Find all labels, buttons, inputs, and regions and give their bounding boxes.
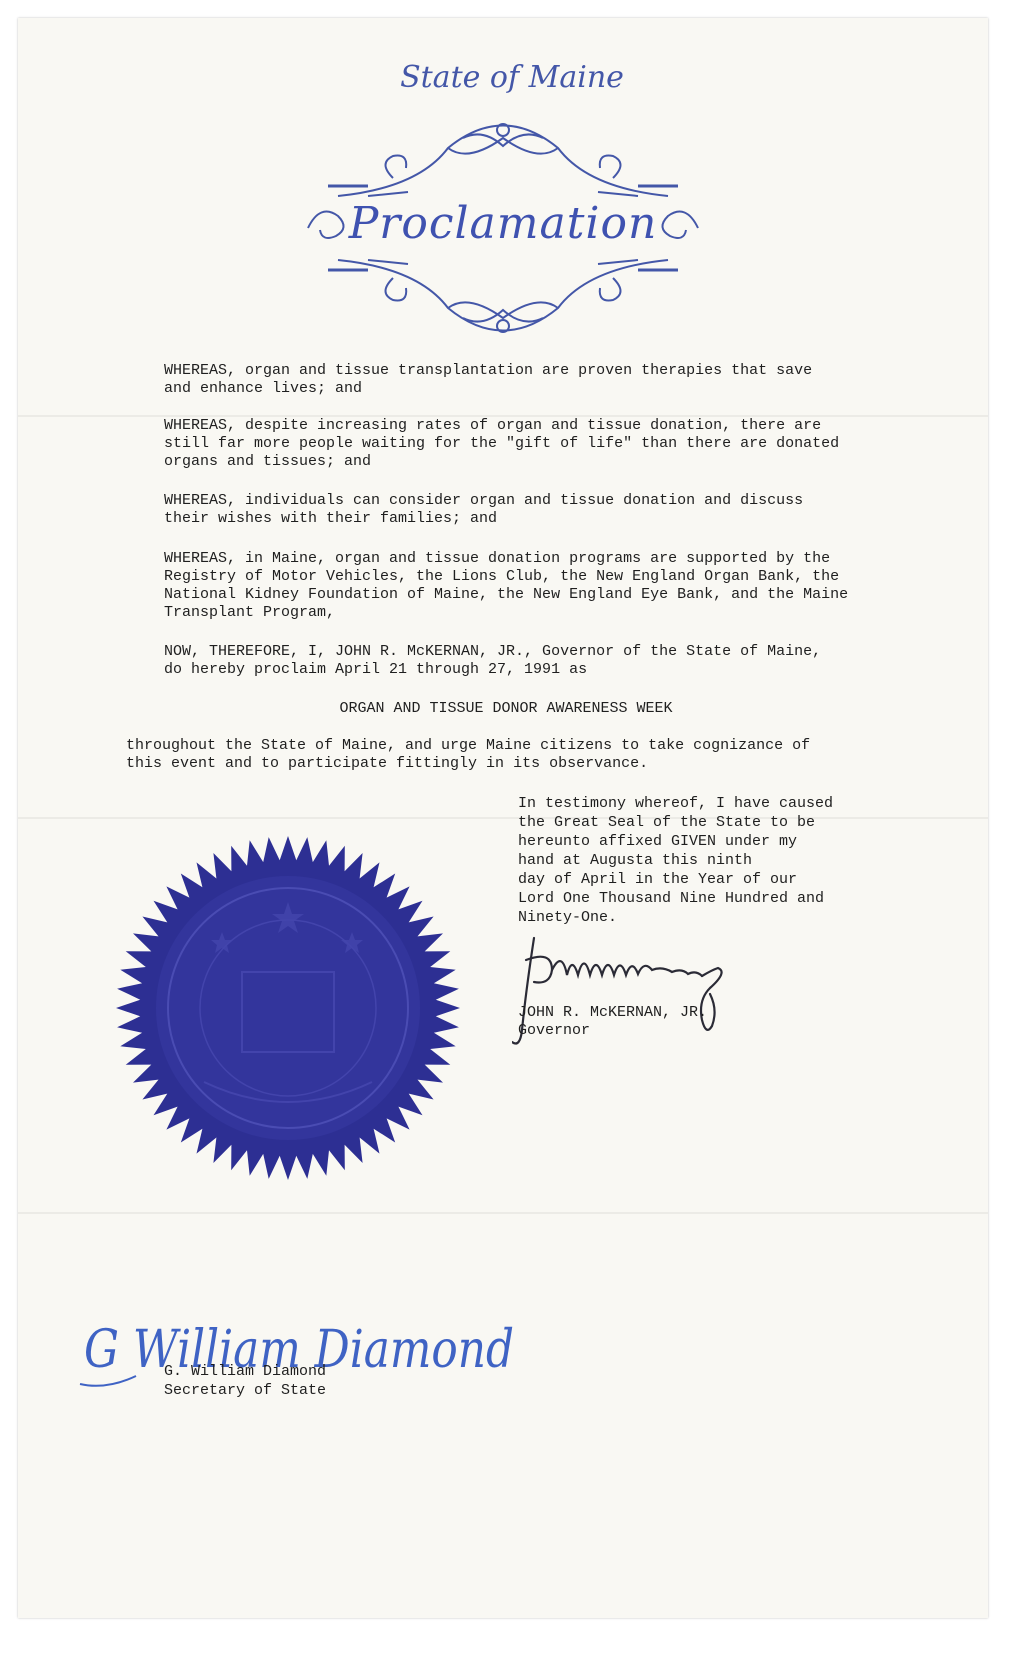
closing-paragraph <box>126 737 886 773</box>
secretary-signature-glyphs: G William Diamond <box>84 1320 514 1380</box>
whereas-paragraph-2 <box>126 417 886 471</box>
whereas-paragraph-1 <box>126 362 886 398</box>
paragraph-text: WHEREAS, despite increasing rates of organ and tissue donation, there are still far more people waiting for the "gift of life" than there are donated organs and tissues; and <box>164 417 840 470</box>
secretary-title: Secretary of State <box>164 1382 327 1399</box>
fold-line <box>18 817 988 819</box>
paragraph-text: NOW, THEREFORE, I, JOHN R. McKERNAN, JR., Governor of the State of Maine, do hereby proclaim April 21 through 27, 1991 as <box>164 643 822 678</box>
governor-name: JOHN R. McKERNAN, JR. <box>518 1004 708 1021</box>
state-title: State of Maine <box>400 60 624 95</box>
declaration-heading: ORGAN AND TISSUE DONOR AWARENESS WEEK <box>339 700 673 717</box>
paragraph-text: WHEREAS, individuals can consider organ and tissue donation and discuss their wishes with their families; and <box>164 492 804 527</box>
fold-line <box>18 1212 988 1214</box>
whereas-paragraph-3 <box>126 492 886 528</box>
governor-block <box>518 1004 707 1040</box>
paragraph-text: WHEREAS, organ and tissue transplantation are proven therapies that save and enhance lives; and <box>164 362 813 397</box>
whereas-paragraph-4 <box>126 550 886 622</box>
secretary-block <box>164 1362 326 1400</box>
paragraph-text: throughout the State of Maine, and urge Maine citizens to take cognizance of this event and to participate fittingly in its observance. <box>126 737 811 772</box>
testimony-text: In testimony whereof, I have caused the Great Seal of the State to be hereunto affixed GIVEN under my hand at Augusta this ninth day of April in the Year of our Lord One Thousand Nine Hundred and Ninety-One. <box>518 795 834 926</box>
governor-title: Governor <box>518 1022 591 1039</box>
secretary-name: G. William Diamond <box>164 1363 327 1380</box>
paragraph-text: WHEREAS, in Maine, organ and tissue donation programs are supported by the Registry of Motor Vehicles, the Lions Club, the New England Organ Bank, the National Kidney Foundation of Maine, the New England Eye Bank, and the Maine Transplant Program, <box>164 550 849 621</box>
proclamation-title: Proclamation <box>348 198 658 249</box>
great-seal-icon <box>112 832 464 1184</box>
proclaim-paragraph <box>126 643 886 679</box>
